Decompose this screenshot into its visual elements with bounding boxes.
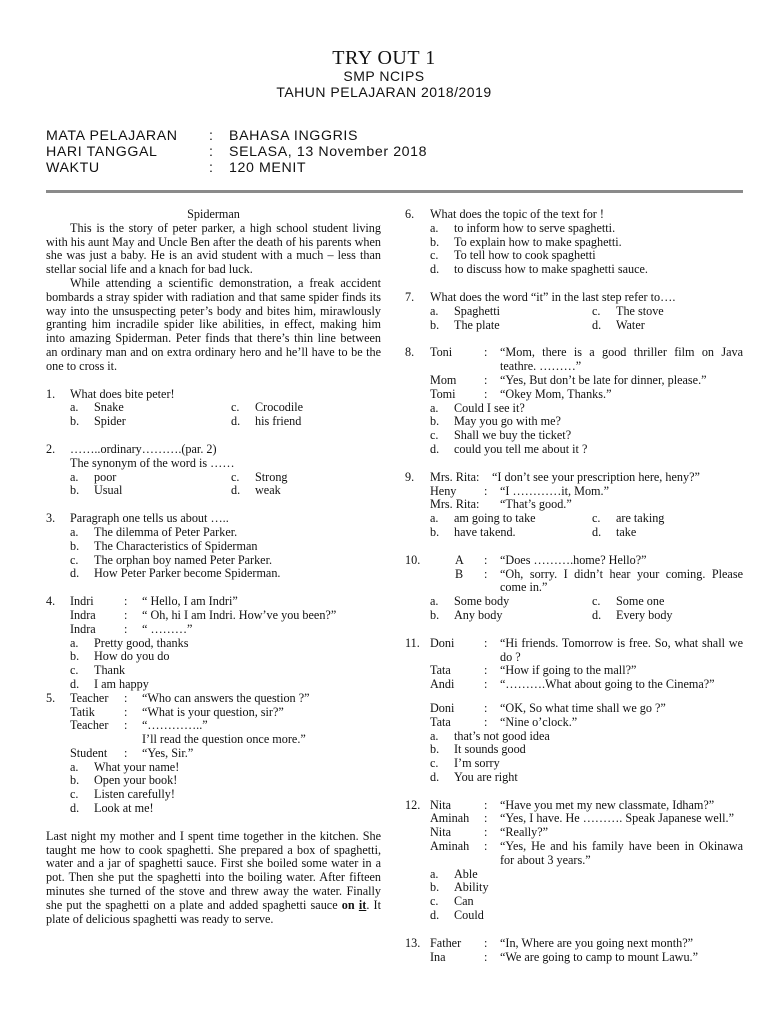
option-d[interactable]: weak — [255, 483, 281, 498]
dialogue-line: “ Hello, I am Indri” — [142, 594, 238, 609]
speaker: Teacher — [70, 690, 109, 705]
dialogue-line: “OK, So what time shall we go ?” — [500, 700, 666, 715]
dialogue-line: “ Oh, hi I am Indri. How’ve you been?” — [142, 607, 337, 622]
meta-key: HARI TANGGAL — [46, 144, 158, 160]
option-b[interactable]: It sounds good — [454, 742, 526, 757]
dialogue-line: “Yes, But don’t be late for dinner, please.” — [500, 372, 707, 387]
option-c[interactable]: are taking — [616, 511, 665, 526]
dialogue-line: “Oh, sorry. I didn’t hear your coming. Please come in.” — [500, 566, 743, 595]
option-d[interactable]: How Peter Parker become Spiderman. — [94, 566, 281, 581]
option-b[interactable]: Open your book! — [94, 773, 178, 788]
speaker: A — [455, 552, 464, 567]
speaker: Nita — [430, 825, 451, 840]
option-a[interactable]: poor — [94, 469, 117, 484]
option-d[interactable]: Look at me! — [94, 801, 154, 816]
dialogue-line: “Hi friends. Tomorrow is free. So, what shall we do ? — [500, 635, 743, 664]
spaghetti-passage: Last night my mother and I spent time together in the kitchen. She taught me how to cook spaghetti. She prepared a box of spaghetti, water and a jar of spaghetti sauce. First she boiled some water in a pot. Then she put the spaghetti into the boiling water. After fifteen minutes she turned of the stove and threw away the water. Finally she put the spaghetti on a plate and added spaghetti sauce on it. It plate of delicious spaghetti was ready to serve. — [46, 828, 381, 926]
school-name: SMP NCIPS — [343, 68, 425, 84]
speaker: Father — [430, 935, 462, 950]
option-d[interactable]: to discuss how to make spaghetti sauce. — [454, 262, 648, 277]
dialogue-line: “Really?” — [500, 825, 549, 840]
dialogue-line: “I …………it, Mom.” — [500, 483, 609, 498]
dialogue-line: “In, Where are you going next month?” — [500, 935, 694, 950]
option-b[interactable]: Any body — [454, 607, 503, 622]
emphasis-it: it — [358, 897, 367, 912]
academic-year: TAHUN PELAJARAN 2018/2019 — [276, 84, 492, 100]
dialogue-line: “Does ……….home? Hello?” — [500, 552, 647, 567]
question-11: 11. Doni : “Hi friends. Tomorrow is free. So, what shall we do ? Tata : “How if going to the mall?” Andi : “……….What about going to the Cinema?” Doni : “OK, So what time shall we go ?” Tata : “Nine o’clock.” a. that’s not good idea b. It sounds good c. I’m sorry d. You are right — [405, 635, 743, 784]
option-c[interactable]: The stove — [616, 303, 664, 318]
speaker: Teacher — [70, 718, 109, 733]
speaker: Nita — [430, 797, 451, 812]
header-divider — [46, 190, 743, 193]
speaker: Tata — [430, 714, 451, 729]
speaker: Doni — [430, 700, 455, 715]
option-c[interactable]: I’m sorry — [454, 756, 500, 771]
option-b[interactable]: The Characteristics of Spiderman — [94, 538, 258, 553]
story-paragraph-2: While attending a scientific demonstration, a freak accident bombards a stray spider with radiation and that same spider finds its way into the unsuspecting peter’s body and bites him, mirawlously granting him incradile spider like abilities, in effect, making him into amazing Spiderman. Peter finds that there’s thin line between an ordinary man and on extra ordinary hero and he’ll have to be the one to cross it. — [46, 275, 381, 373]
question-8: 8. Toni : “Mom, there is a good thriller film on Java teathre. ………” Mom : “Yes, But don’t be late for dinner, please.” Tomi : “Okey Mom, Thanks.” a. Could I see it? b. May you go with me? c. Shall we buy the ticket? d. could you tell me about it ? — [405, 345, 743, 456]
emphasis-on: on — [341, 897, 355, 912]
dialogue-line: “How if going to the mall?” — [500, 663, 637, 678]
question-text: What does the word “it” in the last step refer to…. — [430, 289, 676, 304]
exam-title: TRY OUT 1 — [332, 47, 436, 69]
question-text: ……..ordinary……….(par. 2) — [70, 441, 217, 456]
question-7: 7. What does the word “it” in the last step refer to…. a. Spaghetti c. The stove b. The plate d. Water — [405, 289, 676, 332]
story-title: Spiderman — [187, 207, 240, 221]
speaker: Aminah — [430, 811, 470, 826]
dialogue-line: “Yes, He and his family have been in Okinawa for about 3 years.” — [500, 839, 743, 867]
speaker: Student — [70, 745, 108, 760]
option-c[interactable]: Thank — [94, 663, 126, 678]
dialogue-line: “ ………” — [142, 621, 193, 636]
question-10: 10. A : “Does ……….home? Hello?” B : “Oh, sorry. I didn’t hear your coming. Please come in.” a. Some body c. Some one b. Any body d. Every body — [405, 552, 743, 622]
option-a[interactable]: Snake — [94, 400, 124, 415]
option-c[interactable]: Strong — [255, 469, 288, 484]
speaker: Indra — [70, 621, 96, 636]
option-d[interactable]: Could — [454, 908, 484, 923]
dialogue-line: “We are going to camp to mount Lawu.” — [500, 949, 699, 964]
speaker: Mrs. Rita: — [430, 497, 480, 512]
question-text: Paragraph one tells us about ….. — [70, 511, 229, 526]
option-a[interactable]: Could I see it? — [454, 400, 525, 415]
option-d[interactable]: take — [616, 524, 637, 539]
dialogue-line: “Okey Mom, Thanks.” — [500, 386, 612, 401]
option-c[interactable]: Some one — [616, 594, 665, 609]
option-d[interactable]: I am happy — [94, 676, 149, 691]
question-6: 6. What does the topic of the text for ! a. to inform how to serve spaghetti. b. To explain how to make spaghetti. c. To tell how to cook spaghetti d. to discuss how to make spaghetti sauce. — [405, 207, 648, 277]
meta-value: BAHASA INGGRIS — [229, 128, 359, 144]
meta-key: MATA PELAJARAN — [46, 128, 178, 144]
question-13: 13. Father : “In, Where are you going next month?” Ina : “We are going to camp to mount Lawu.” — [405, 935, 699, 964]
option-c[interactable]: Crocodile — [255, 400, 304, 415]
option-d[interactable]: Water — [616, 317, 645, 332]
speaker: Doni — [430, 635, 455, 650]
dialogue-line: “What is your question, sir?” — [142, 704, 284, 719]
speaker: Tomi — [430, 386, 456, 401]
dialogue-line: “That’s good.” — [500, 497, 572, 512]
dialogue-line: “I don’t see your prescription here, heny?” — [492, 469, 700, 484]
speaker: Ina — [430, 949, 446, 964]
option-a[interactable]: to inform how to serve spaghetti. — [454, 220, 616, 235]
dialogue-line: “Yes, I have. He ………. Speak Japanese well.” — [500, 811, 734, 826]
speaker: Tatik — [70, 704, 95, 719]
option-b[interactable]: Ability — [454, 880, 489, 895]
dialogue-line: “…………..” — [142, 718, 208, 733]
dialogue-line: “……….What about going to the Cinema?” — [500, 677, 715, 692]
option-a[interactable]: am going to take — [454, 511, 536, 526]
dialogue-line: “Nine o’clock.” — [500, 714, 578, 729]
right-column — [405, 208, 743, 964]
option-c[interactable]: To tell how to cook spaghetti — [454, 248, 596, 263]
speaker: Aminah — [430, 839, 470, 854]
question-text: The synonym of the word is …… — [70, 455, 235, 470]
option-a[interactable]: Some body — [454, 594, 510, 609]
question-4: 4. Indri : “ Hello, I am Indri” Indra : “ Oh, hi I am Indri. How’ve you been?” Indra : “ ………” a. Pretty good, thanks b. How do you do c. Thank d. I am happy — [46, 594, 337, 691]
question-text: What does the topic of the text for ! — [430, 207, 604, 221]
question-2: 2. ……..ordinary……….(par. 2) The synonym of the word is …… a. poor c. Strong b. Usual d. weak — [46, 441, 288, 498]
speaker: Andi — [430, 677, 455, 692]
option-b[interactable]: have takend. — [454, 524, 516, 539]
dialogue-line: “Mom, there is a good thriller film on Java teathre. ………” — [500, 345, 743, 374]
option-a[interactable]: that’s not good idea — [454, 728, 550, 743]
option-c[interactable]: The orphan boy named Peter Parker. — [94, 552, 273, 567]
speaker: Mom — [430, 372, 457, 387]
speaker: Toni — [430, 345, 453, 360]
option-d[interactable]: Every body — [616, 607, 673, 622]
question-12: 12. Nita : “Have you met my new classmate, Idham?” Aminah : “Yes, I have. He ………. Speak Japanese well.” Nita : “Really?” Aminah : “Yes, He and his family have been in Okinawa for about 3 years.” a. Able b. Ability c. Can d. Could — [405, 797, 743, 923]
story-paragraph-1: This is the story of peter parker, a high school student living with his aunt May and Uncle Ben after the death of his parents when she was just a baby. He is an avid student with a much – less than stellar social life and a knach for bad luck. — [46, 220, 381, 277]
question-9: 9. Mrs. Rita: “I don’t see your prescription here, heny?” Heny : “I …………it, Mom.” Mrs. Rita: “That’s good.” a. am going to take c. are taking b. have takend. d. take — [405, 469, 700, 539]
option-d[interactable]: his friend — [255, 414, 302, 429]
meta-value: 120 MENIT — [229, 160, 307, 176]
meta-value: SELASA, 13 November 2018 — [229, 144, 428, 160]
question-text: What does bite peter! — [70, 386, 175, 401]
dialogue-line: “Yes, Sir.” — [142, 745, 194, 760]
option-c[interactable]: Listen carefully! — [94, 787, 175, 802]
option-d[interactable]: could you tell me about it ? — [454, 441, 588, 456]
option-b[interactable]: How do you do — [94, 649, 170, 664]
speaker: Heny — [430, 483, 457, 498]
option-c[interactable]: Can — [454, 894, 474, 909]
option-a[interactable]: What your name! — [94, 759, 180, 774]
dialogue-line: “Who can answers the question ?” — [142, 690, 310, 705]
speaker: B — [455, 566, 464, 581]
option-b[interactable]: The plate — [454, 317, 500, 332]
speaker: Indra — [70, 607, 96, 622]
dialogue-line: I’ll read the question once more.” — [142, 732, 306, 747]
option-a[interactable]: Pretty good, thanks — [94, 635, 189, 650]
option-c[interactable]: Shall we buy the ticket? — [454, 428, 572, 443]
left-column — [46, 208, 381, 926]
option-b[interactable]: To explain how to make spaghetti. — [454, 234, 622, 249]
option-b[interactable]: Usual — [94, 483, 123, 498]
option-a[interactable]: Spaghetti — [454, 303, 501, 318]
option-a[interactable]: The dilemma of Peter Parker. — [94, 524, 238, 539]
option-b[interactable]: Spider — [94, 414, 126, 429]
speaker: Tata — [430, 663, 451, 678]
option-d[interactable]: You are right — [454, 769, 518, 784]
option-a[interactable]: Able — [454, 866, 478, 881]
speaker: Mrs. Rita: — [430, 469, 480, 484]
speaker: Indri — [70, 594, 94, 609]
meta-key: WAKTU — [46, 160, 100, 176]
question-1: 1. What does bite peter! a. Snake c. Crocodile b. Spider d. his friend — [46, 386, 304, 429]
dialogue-line: “Have you met my new classmate, Idham?” — [500, 797, 715, 812]
question-5: 5. Teacher : “Who can answers the question ?” Tatik : “What is your question, sir?” Teacher : “…………..” I’ll read the question once more.” Student : “Yes, Sir.” a. What your name! b. Open your book! c. Listen carefully! d. Look at me! — [46, 690, 310, 816]
option-b[interactable]: May you go with me? — [454, 414, 561, 429]
question-3: 3. Paragraph one tells us about ….. a. The dilemma of Peter Parker. b. The Characteristics of Spiderman c. The orphan boy named Peter Parker. d. How Peter Parker become Spiderman. — [46, 511, 281, 581]
